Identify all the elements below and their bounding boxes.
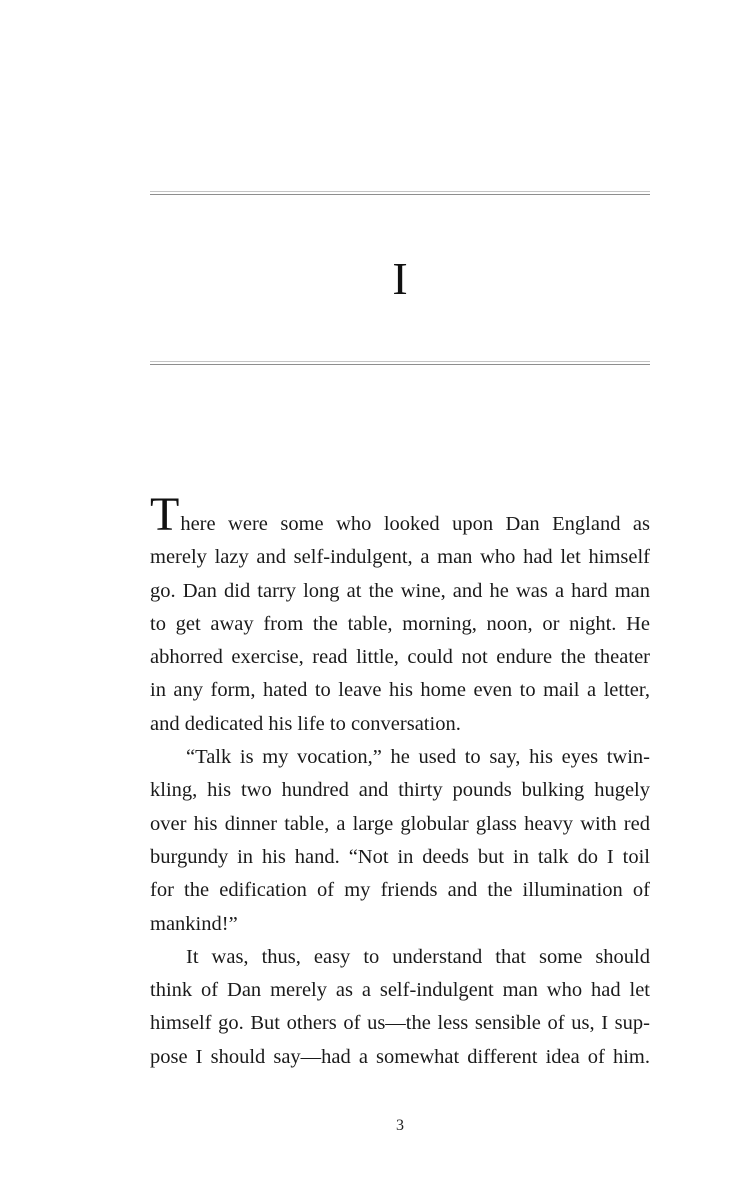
chapter-body — [150, 488, 650, 1074]
rule-line-dark — [150, 364, 650, 365]
rule-line-light — [150, 191, 650, 192]
text-line: over his dinner table, a large globular glass heavy with red — [150, 812, 650, 835]
text-line: abhorred exercise, read little, could not endure the theater — [150, 646, 650, 669]
text-line: mankind!” — [150, 912, 238, 935]
page-number: 3 — [396, 1117, 404, 1134]
text-line: burgundy in his hand. “Not in deeds but in talk do I toil — [150, 845, 650, 868]
text-line: for the edification of my friends and the illumination of — [150, 879, 650, 902]
text-line: and dedicated his life to conversation. — [150, 712, 461, 735]
text-line: himself go. But others of us—the less sensible of us, I sup- — [150, 1012, 650, 1035]
text-line: It was, thus, easy to understand that some should — [186, 945, 650, 968]
text-line: There were some who looked upon Dan England as — [150, 488, 650, 541]
rule-line-dark — [150, 194, 650, 195]
chapter-number: I — [392, 253, 408, 304]
paragraph-2 — [150, 741, 650, 941]
text-line: to get away from the table, morning, noon, or night. He — [150, 612, 650, 635]
drop-initial: T — [150, 488, 180, 541]
rule-line-light — [150, 361, 650, 362]
text-line: in any form, hated to leave his home even to mail a letter, — [150, 679, 650, 702]
text-line: kling, his two hundred and thirty pounds bulking hugely — [150, 779, 650, 802]
text-line: pose I should say—had a somewhat different idea of him. — [150, 1045, 650, 1068]
text-line: merely lazy and self-indulgent, a man who had let himself — [150, 546, 650, 569]
text-line: “Talk is my vocation,” he used to say, his eyes twin- — [186, 746, 650, 769]
text-line: go. Dan did tarry long at the wine, and he was a hard man — [150, 579, 650, 602]
chapter-rule-bottom — [150, 361, 650, 366]
chapter-rule-top — [150, 191, 650, 196]
text-line: think of Dan merely as a self-indulgent man who had let — [150, 979, 650, 1002]
paragraph-1 — [150, 488, 650, 741]
paragraph-3 — [150, 941, 650, 1074]
